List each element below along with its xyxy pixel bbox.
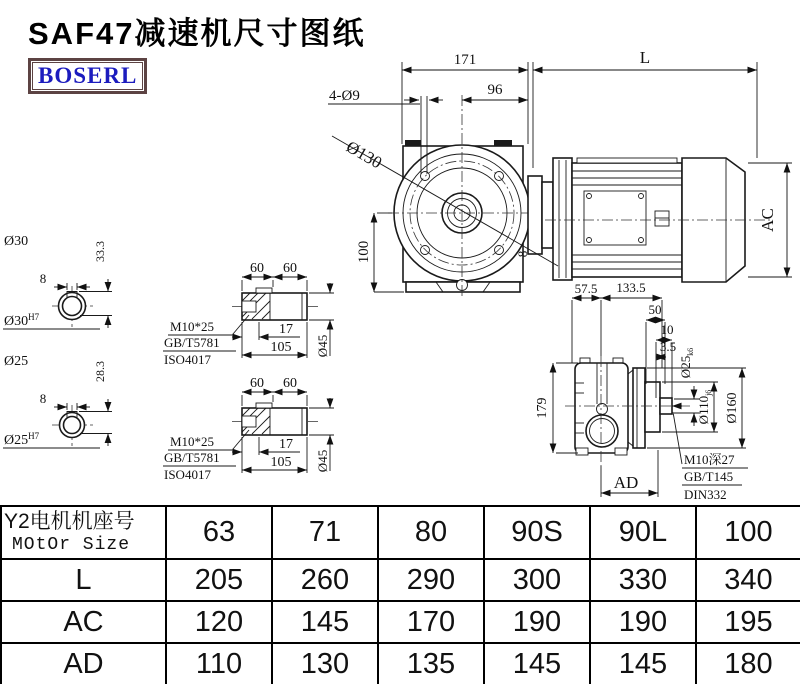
flange-diameter-label: Ø130	[343, 137, 386, 173]
size-col-80: 80	[378, 506, 484, 559]
tap-standard-2: DIN332	[684, 487, 727, 502]
shaft-detail-2	[163, 376, 334, 482]
key-width-label: 8	[39, 271, 47, 286]
front-view	[328, 48, 792, 298]
size-col-100: 100	[696, 506, 800, 559]
tap-label: M10深27	[684, 452, 735, 467]
side-view	[535, 280, 748, 502]
standard-label-2: ISO4017	[164, 467, 211, 482]
bore-tolerance-label: $Ø30^{H7}$	[4, 312, 40, 329]
standard-label-1: GB/T5781	[164, 335, 220, 350]
table-cell: 190	[484, 601, 590, 643]
dim-dia-45: Ø45	[315, 334, 330, 358]
table-cell: 300	[484, 559, 590, 601]
table-cell: 145	[590, 643, 696, 684]
size-col-90s: 90S	[484, 506, 590, 559]
table-row-AD	[1, 643, 800, 684]
table-cell: 290	[378, 559, 484, 601]
flange-od-label: Ø160	[725, 392, 740, 424]
key-depth-label: 33.3	[93, 241, 107, 262]
dim-AD: AD	[613, 473, 639, 492]
motor-size-header	[1, 506, 166, 559]
standard-label-1: GB/T5781	[164, 450, 220, 465]
table-cell: 145	[272, 601, 378, 643]
bore-section-25	[3, 354, 112, 448]
table-row-AC	[1, 601, 800, 643]
shaft-detail-1	[163, 261, 334, 367]
size-col-63: 63	[166, 506, 272, 559]
table-cell: 340	[696, 559, 800, 601]
table-row-L	[1, 559, 800, 601]
table-cell: 330	[590, 559, 696, 601]
dim-105: 105	[270, 455, 292, 470]
dim-60-right: 60	[283, 261, 297, 276]
dim-dia-45: Ø45	[315, 449, 330, 473]
dim-100: 100	[356, 240, 372, 264]
table-cell: 170	[378, 601, 484, 643]
row-label-AD: AD	[1, 643, 166, 684]
dim-60-right: 60	[283, 376, 297, 391]
table-cell: 145	[484, 643, 590, 684]
page-title: SAF47减速机尺寸图纸	[28, 16, 366, 51]
bore-label: Ø25	[4, 354, 29, 369]
key-width-label: 8	[39, 391, 47, 406]
table-cell: 195	[696, 601, 800, 643]
table-cell: 110	[166, 643, 272, 684]
table-cell: 135	[378, 643, 484, 684]
thread-label: M10*25	[170, 319, 215, 334]
dim-133-5: 133.5	[616, 280, 646, 295]
dim-10: 10	[660, 322, 674, 337]
dim-105: 105	[270, 340, 292, 355]
dim-17: 17	[279, 322, 293, 337]
size-col-71: 71	[272, 506, 378, 559]
table-cell: 130	[272, 643, 378, 684]
dim-17: 17	[279, 437, 293, 452]
table-cell: 260	[272, 559, 378, 601]
dim-60-left: 60	[250, 376, 264, 391]
tap-standard-1: GB/T145	[684, 469, 734, 484]
key-depth-label: 28.3	[93, 361, 107, 382]
dim-96: 96	[487, 82, 503, 98]
dim-171: 171	[453, 52, 477, 68]
table-cell: 190	[590, 601, 696, 643]
dim-57-5: 57.5	[574, 281, 598, 296]
table-cell: 180	[696, 643, 800, 684]
dim-60-left: 60	[250, 261, 264, 276]
motor-size-header-cn: Y2电机机座号	[4, 510, 135, 534]
brand-logo-text: BOSERL	[38, 63, 138, 88]
dim-AC: AC	[758, 208, 777, 232]
spigot-dia-label: $Ø110_{j6}$	[696, 389, 713, 425]
size-col-90l: 90L	[590, 506, 696, 559]
row-label-L: L	[1, 559, 166, 601]
dim-L: L	[639, 48, 651, 67]
dimension-table	[0, 505, 800, 684]
bore-tolerance-label: $Ø25^{H7}$	[4, 431, 40, 448]
holes-label: 4-Ø9	[329, 88, 360, 104]
table-cell: 205	[166, 559, 272, 601]
bore-label: Ø30	[4, 234, 29, 249]
shaft-dia-label: $Ø25_{k6}$	[678, 347, 695, 379]
thread-label: M10*25	[170, 434, 215, 449]
table-cell: 120	[166, 601, 272, 643]
dim-179: 179	[535, 397, 550, 419]
row-label-AC: AC	[1, 601, 166, 643]
dim-50: 50	[648, 302, 662, 317]
standard-label-2: ISO4017	[164, 352, 211, 367]
dim-3-5: 3.5	[659, 339, 677, 354]
motor-size-header-en: MOtOr Size	[12, 534, 131, 555]
bore-section-30	[3, 234, 112, 329]
dim-8-flange: 8	[515, 250, 530, 258]
